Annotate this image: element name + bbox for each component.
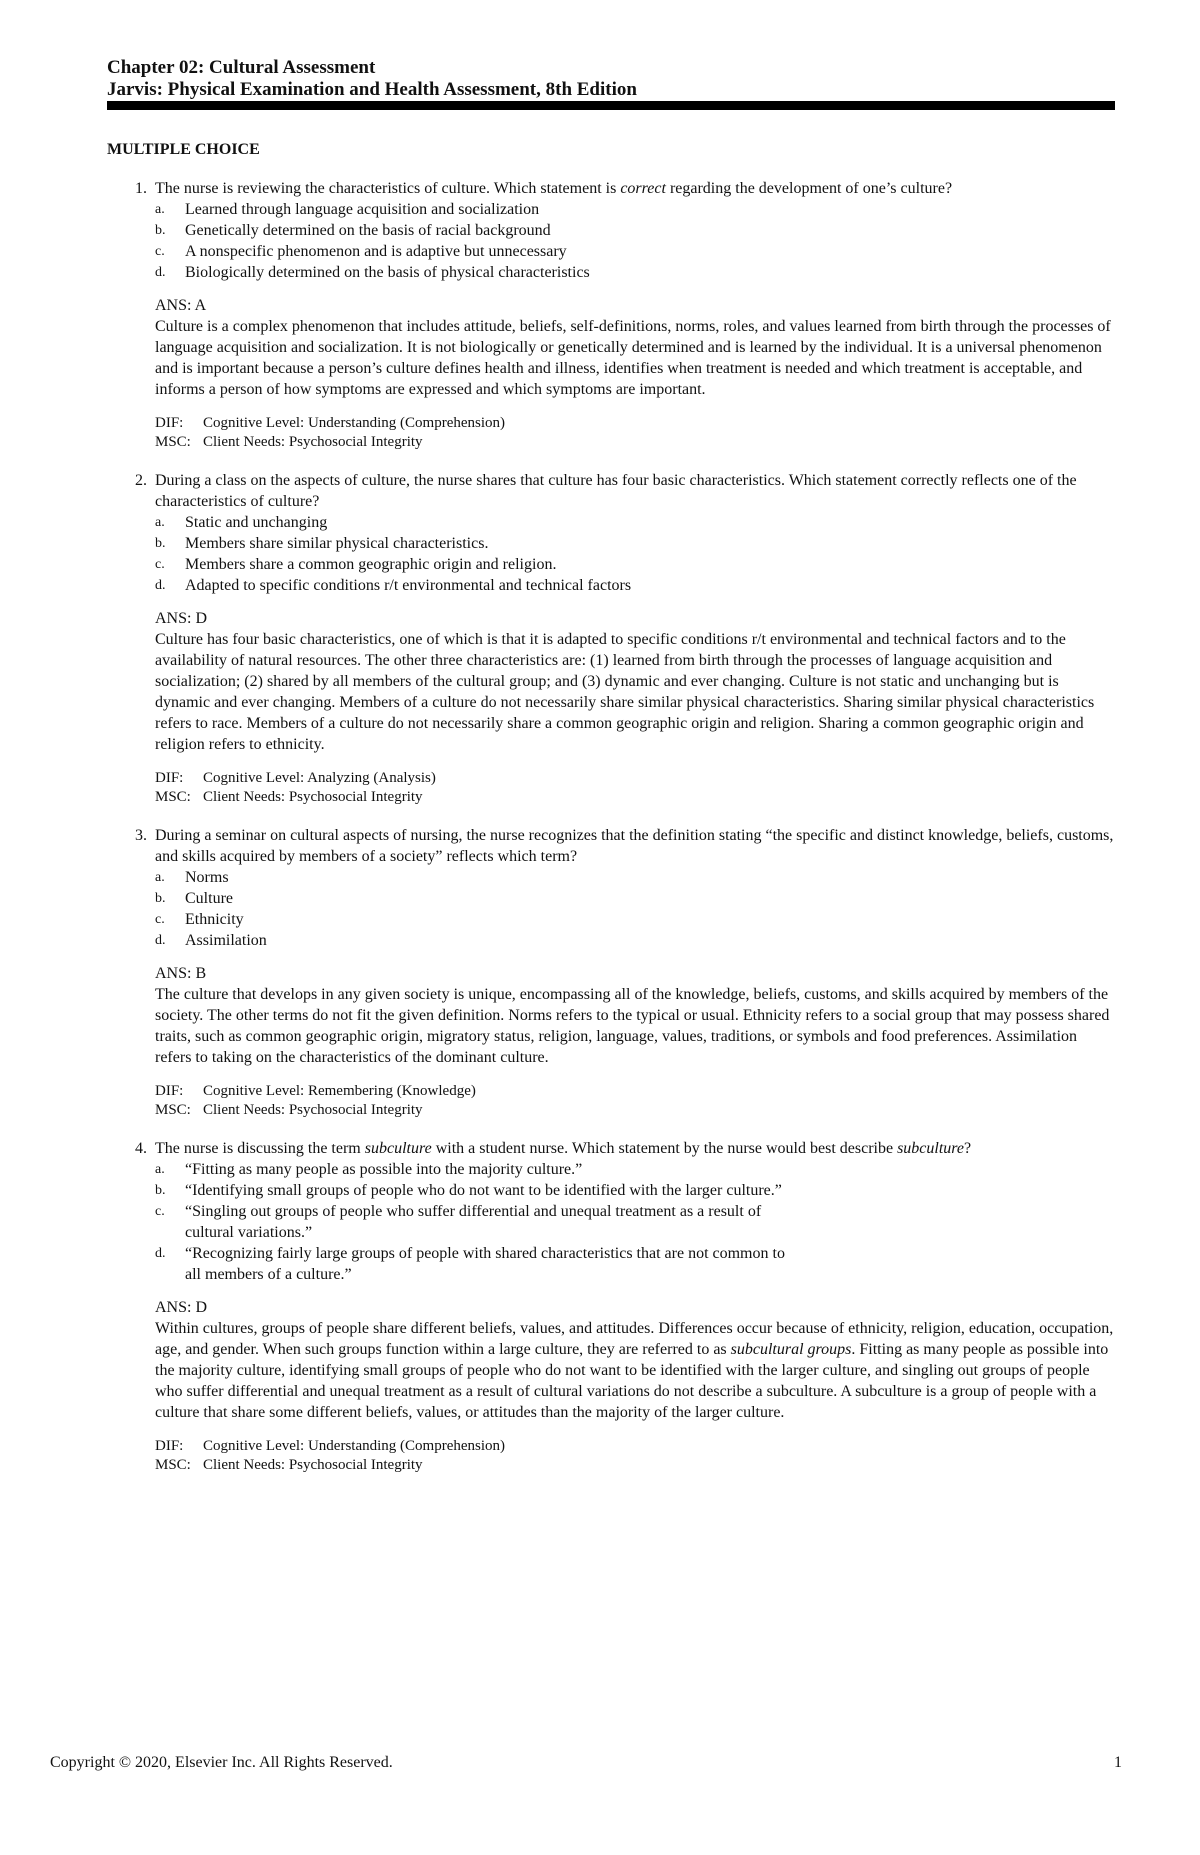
stem-text: During a seminar on cultural aspects of nursing, the nurse recognizes that the definition stating “the specific and distinct knowledge, beliefs, customs, and skills acquired by members of a society” reflects which term? bbox=[155, 827, 1114, 865]
question-stem bbox=[107, 825, 1115, 867]
page-footer bbox=[50, 1754, 1122, 1772]
difficulty-line: DIF: Cognitive Level: Remembering (Knowledge) bbox=[155, 1083, 476, 1099]
option-d: d. Assimilation bbox=[155, 932, 267, 949]
question-4 bbox=[107, 1138, 1115, 1475]
question-number: 3. bbox=[135, 827, 147, 844]
option-b: b. “Identifying small groups of people who do not want to be identified with the larger culture.” bbox=[155, 1182, 782, 1199]
answer-key: ANS: D bbox=[155, 610, 208, 627]
header-rule bbox=[107, 101, 1115, 110]
copyright-notice: Copyright © 2020, Elsevier Inc. All Rights Reserved. bbox=[50, 1754, 393, 1771]
question-2 bbox=[107, 470, 1115, 807]
rationale-text: Culture has four basic characteristics, one of which is that it is adapted to specific conditions r/t environmental and technical factors and to the availability of natural resources. The other three characteristics are: (1) learned from birth through the processes of language acquisition and socialization; (2) shared by all members of the cultural group; and (3) dynamic and ever changing. Culture is not static and unchanging but is dynamic and ever changing. Members of a culture do not necessarily share similar physical characteristics. Sharing similar physical characteristics refers to race. Members of a culture do not necessarily share a common geographic origin and religion. Sharing a common geographic origin and religion refers to ethnicity. bbox=[155, 631, 1095, 753]
answer-key: ANS: D bbox=[155, 1299, 208, 1316]
rationale-text: Culture is a complex phenomenon that includes attitude, beliefs, self-definitions, norms, roles, and values learned from birth through the processes of language acquisition and socialization. It is not biologically or genetically determined and is learned by the individual. It is a universal phenomenon and is important because a person’s culture defines health and illness, identifies when treatment is needed and which treatment is acceptable, and informs a person of how symptoms are expressed and which symptoms are important. bbox=[155, 318, 1111, 398]
option-a: a. “Fitting as many people as possible into the majority culture.” bbox=[155, 1161, 583, 1178]
client-needs-line: MSC: Client Needs: Psychosocial Integrity bbox=[155, 1457, 423, 1473]
rationale-text: The culture that develops in any given society is unique, encompassing all of the knowledge, beliefs, customs, and skills acquired by members of the society. The other terms do not fit the given definition. Norms refers to the typical or usual. Ethnicity refers to a social group that may possess shared traits, such as common geographic origin, migratory status, religion, language, values, traditions, or symbols and food preferences. Assimilation refers to taking on the characteristics of the dominant culture. bbox=[155, 986, 1110, 1066]
difficulty-line: DIF: Cognitive Level: Understanding (Comprehension) bbox=[155, 1438, 506, 1454]
difficulty-line: DIF: Cognitive Level: Analyzing (Analysis) bbox=[155, 770, 436, 786]
question-list bbox=[107, 178, 1115, 1493]
book-title: Jarvis: Physical Examination and Health Assessment, 8th Edition bbox=[107, 79, 637, 100]
question-stem bbox=[107, 178, 1115, 199]
question-metadata bbox=[107, 414, 1115, 452]
stem-text: The nurse is discussing the term subculture with a student nurse. Which statement by the nurse would best describe subculture? bbox=[155, 1140, 972, 1157]
chapter-title: Chapter 02: Cultural Assessment bbox=[107, 57, 376, 78]
options-list bbox=[107, 1159, 1115, 1285]
option-c: c. Members share a common geographic origin and religion. bbox=[155, 556, 557, 573]
option-c: c. “Singling out groups of people who suffer differential and unequal treatment as a result of cultural variations.” bbox=[155, 1203, 762, 1241]
question-number: 4. bbox=[135, 1140, 147, 1157]
options-list bbox=[107, 512, 1115, 596]
option-a: a. Norms bbox=[155, 869, 229, 886]
question-stem bbox=[107, 470, 1115, 512]
question-1 bbox=[107, 178, 1115, 452]
difficulty-line: DIF: Cognitive Level: Understanding (Comprehension) bbox=[155, 415, 506, 431]
stem-text: During a class on the aspects of culture, the nurse shares that culture has four basic characteristics. Which statement correctly reflects one of the characteristics of culture? bbox=[155, 472, 1077, 510]
option-c: c. Ethnicity bbox=[155, 911, 244, 928]
options-list bbox=[107, 867, 1115, 951]
answer-key: ANS: B bbox=[155, 965, 207, 982]
option-d: d. Adapted to specific conditions r/t environmental and technical factors bbox=[155, 577, 632, 594]
client-needs-line: MSC: Client Needs: Psychosocial Integrity bbox=[155, 1102, 423, 1118]
section-title: MULTIPLE CHOICE bbox=[107, 141, 260, 158]
page-number: 1 bbox=[1114, 1754, 1122, 1771]
client-needs-line: MSC: Client Needs: Psychosocial Integrity bbox=[155, 434, 423, 450]
option-d: d. Biologically determined on the basis of physical characteristics bbox=[155, 264, 590, 281]
option-c: c. A nonspecific phenomenon and is adaptive but unnecessary bbox=[155, 243, 567, 260]
answer-key: ANS: A bbox=[155, 297, 207, 314]
options-list bbox=[107, 199, 1115, 283]
question-number: 1. bbox=[135, 180, 147, 197]
stem-text: The nurse is reviewing the characteristics of culture. Which statement is correct regarding the development of one’s culture? bbox=[155, 180, 953, 197]
question-metadata bbox=[107, 769, 1115, 807]
client-needs-line: MSC: Client Needs: Psychosocial Integrity bbox=[155, 789, 423, 805]
option-b: b. Members share similar physical characteristics. bbox=[155, 535, 489, 552]
option-b: b. Culture bbox=[155, 890, 233, 907]
question-stem bbox=[107, 1138, 1115, 1159]
question-number: 2. bbox=[135, 472, 147, 489]
option-b: b. Genetically determined on the basis of racial background bbox=[155, 222, 551, 239]
question-metadata bbox=[107, 1082, 1115, 1120]
rationale-text: Within cultures, groups of people share different beliefs, values, and attitudes. Differences occur because of ethnicity, religion, education, occupation, age, and gender. When such groups function within a large culture, they are referred to as subcultural groups. Fitting as many people as possible into the majority culture, identifying small groups of people who do not want to be identified with the larger culture, and singling out groups of people who suffer differential and unequal treatment as a result of cultural variations do not describe a subculture. A subculture is a group of people with a culture that share some different beliefs, values, or attitudes than the majority of the larger culture. bbox=[155, 1320, 1114, 1421]
option-a: a. Learned through language acquisition and socialization bbox=[155, 201, 540, 218]
question-3 bbox=[107, 825, 1115, 1120]
option-d: d. “Recognizing fairly large groups of people with shared characteristics that are not common to all members of a culture.” bbox=[155, 1245, 785, 1283]
question-metadata bbox=[107, 1437, 1115, 1475]
option-a: a. Static and unchanging bbox=[155, 514, 328, 531]
page-header bbox=[107, 57, 1115, 101]
